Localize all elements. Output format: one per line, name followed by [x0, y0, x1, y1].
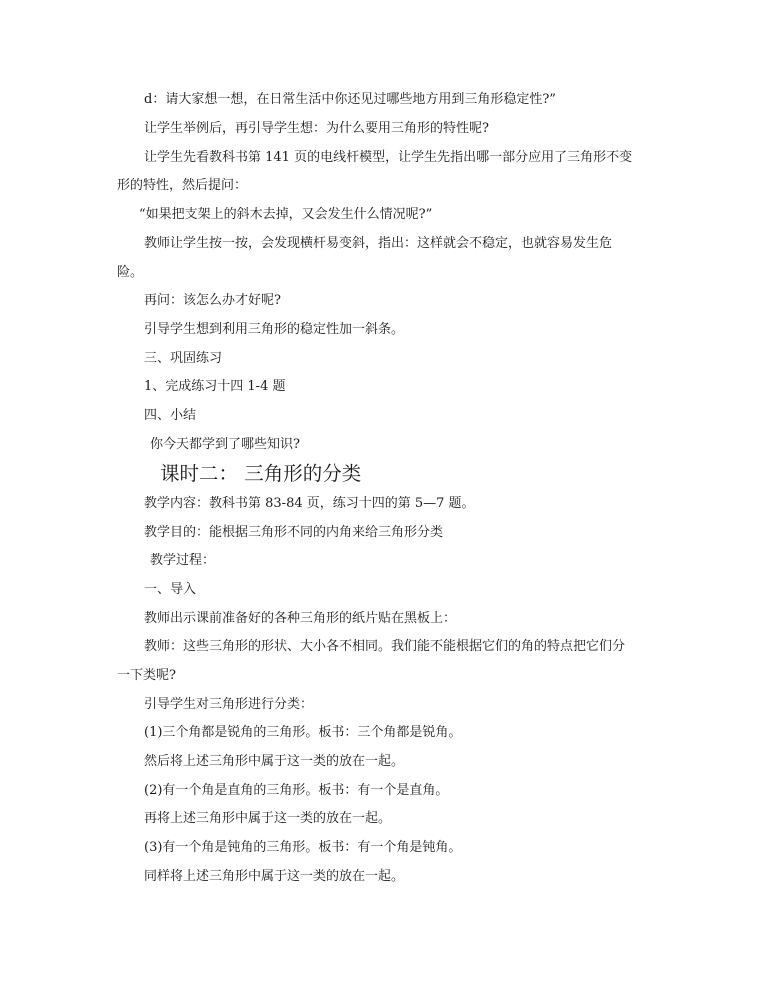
text-line: 一下类呢? — [117, 668, 176, 683]
text-line: d：请大家想一想，在日常生活中你还见过哪些地方用到三角形稳定性?” — [144, 92, 556, 107]
text-line: 教学内容：教科书第 83-84 页，练习十四的第 5—7 题。 — [144, 496, 475, 511]
text-line: (1)三个角都是锐角的三角形。板书：三个角都是锐角。 — [144, 725, 462, 740]
text-line: 再问：该怎么办才好呢? — [144, 293, 281, 308]
text-line: “如果把支架上的斜木去掉，又会发生什么情况呢?” — [139, 207, 433, 222]
text-line: 同样将上述三角形中属于这一类的放在一起。 — [144, 869, 405, 884]
text-line: 让学生举例后，再引导学生想：为什么要用三角形的特性呢? — [144, 121, 489, 136]
text-line: (2)有一个角是直角的三角形。板书：有一个是直角。 — [144, 783, 449, 798]
text-line: 教师出示课前准备好的各种三角形的纸片贴在黑板上： — [144, 611, 457, 626]
text-line: 教师让学生按一按，会发现横杆易变斜，指出：这样就会不稳定，也就容易发生危 — [144, 236, 613, 251]
text-line: 三、巩固练习 — [144, 351, 223, 366]
text-line: 一、导入 — [144, 582, 197, 597]
text-line: 四、小结 — [144, 408, 197, 423]
text-line: 教师：这些三角形的形状、大小各不相同。我们能不能根据它们的角的特点把它们分 — [144, 639, 626, 654]
text-line: 形的特性，然后提问： — [117, 178, 248, 193]
text-line: 你今天都学到了哪些知识? — [150, 437, 300, 452]
text-line: 1、完成练习十四 1-4 题 — [144, 379, 286, 394]
text-line: 再将上述三角形中属于这一类的放在一起。 — [144, 811, 392, 826]
section-heading: 课时二： 三角形的分类 — [160, 462, 362, 485]
text-line: 引导学生想到利用三角形的稳定性加一斜条。 — [144, 322, 405, 337]
text-line: (3)有一个角是钝角的三角形。板书：有一个角是钝角。 — [144, 840, 462, 855]
text-line: 然后将上述三角形中属于这一类的放在一起。 — [144, 754, 405, 769]
text-line: 让学生先看教科书第 141 页的电线杆模型，让学生先指出哪一部分应用了三角形不变 — [144, 150, 633, 165]
text-line: 险。 — [117, 265, 144, 280]
text-line: 教学过程： — [150, 553, 216, 568]
text-line: 教学目的：能根据三角形不同的内角来给三角形分类 — [144, 525, 444, 540]
text-line: 引导学生对三角形进行分类： — [144, 697, 314, 712]
